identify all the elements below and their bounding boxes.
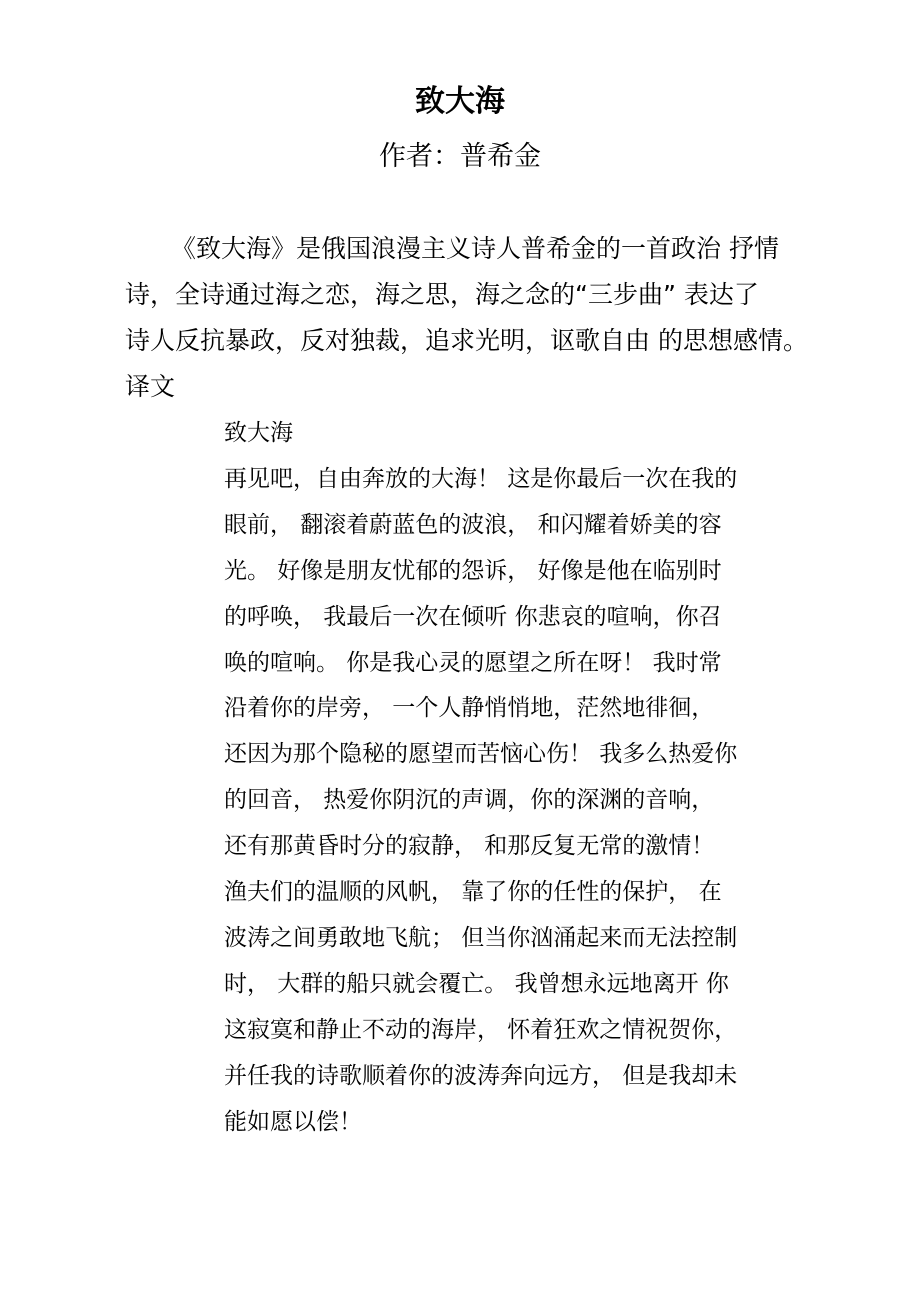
translation-block <box>224 411 814 1146</box>
intro-line: 诗，全诗通过海之恋，海之思，海之念的“三步曲” 表达了 <box>125 280 759 309</box>
poem-line: 这寂寞和静止不动的海岸， 怀着狂欢之情祝贺你， <box>224 1016 738 1043</box>
poem-line: 唤的喧响。 你是我心灵的愿望之所在呀！ 我时常 <box>224 649 722 676</box>
document-title: 致大海 <box>415 84 505 119</box>
intro-line: 诗人反抗暴政，反对独裁，追求光明，讴歌自由 的思想感情。 <box>125 326 808 355</box>
poem-line: 光。 好像是朋友忧郁的怨诉， 好像是他在临别时 <box>224 557 722 584</box>
intro-paragraph <box>125 226 815 410</box>
poem-line: 并任我的诗歌顺着你的波涛奔向远方， 但是我却未 <box>224 1062 738 1089</box>
poem-line: 能如愿以偿！ <box>224 1108 362 1135</box>
document-author: 作者：普希金 <box>379 141 541 172</box>
poem-line: 时， 大群的船只就会覆亡。 我曾想永远地离开 你 <box>224 970 729 997</box>
poem-line: 的呼唤， 我最后一次在倾听 你悲哀的喧响，你召 <box>224 603 722 630</box>
poem-line: 还有那黄昏时分的寂静， 和那反复无常的激情！ <box>224 833 715 860</box>
poem-line: 沿着你的岸旁， 一个人静悄悄地，茫然地徘徊， <box>224 695 715 722</box>
poem-line: 还因为那个隐秘的愿望而苦恼心伤！ 我多么热爱你 <box>224 741 738 768</box>
poem-line: 波涛之间勇敢地飞航； 但当你汹涌起来而无法控制 <box>224 924 738 951</box>
poem-line: 渔夫们的温顺的风帆， 靠了你的任性的保护， 在 <box>224 879 722 906</box>
intro-line: 译文 <box>125 372 176 401</box>
poem-line: 再见吧，自由奔放的大海！ 这是你最后一次在我的 <box>224 465 738 492</box>
translation-title: 致大海 <box>224 420 293 446</box>
poem-line: 眼前， 翻滚着蔚蓝色的波浪， 和闪耀着娇美的容 <box>224 511 722 538</box>
intro-line: 《致大海》是俄国浪漫主义诗人普希金的一首政治 抒情 <box>171 234 779 263</box>
poem-line: 的回音， 热爱你阴沉的声调，你的深渊的音响， <box>224 787 715 814</box>
